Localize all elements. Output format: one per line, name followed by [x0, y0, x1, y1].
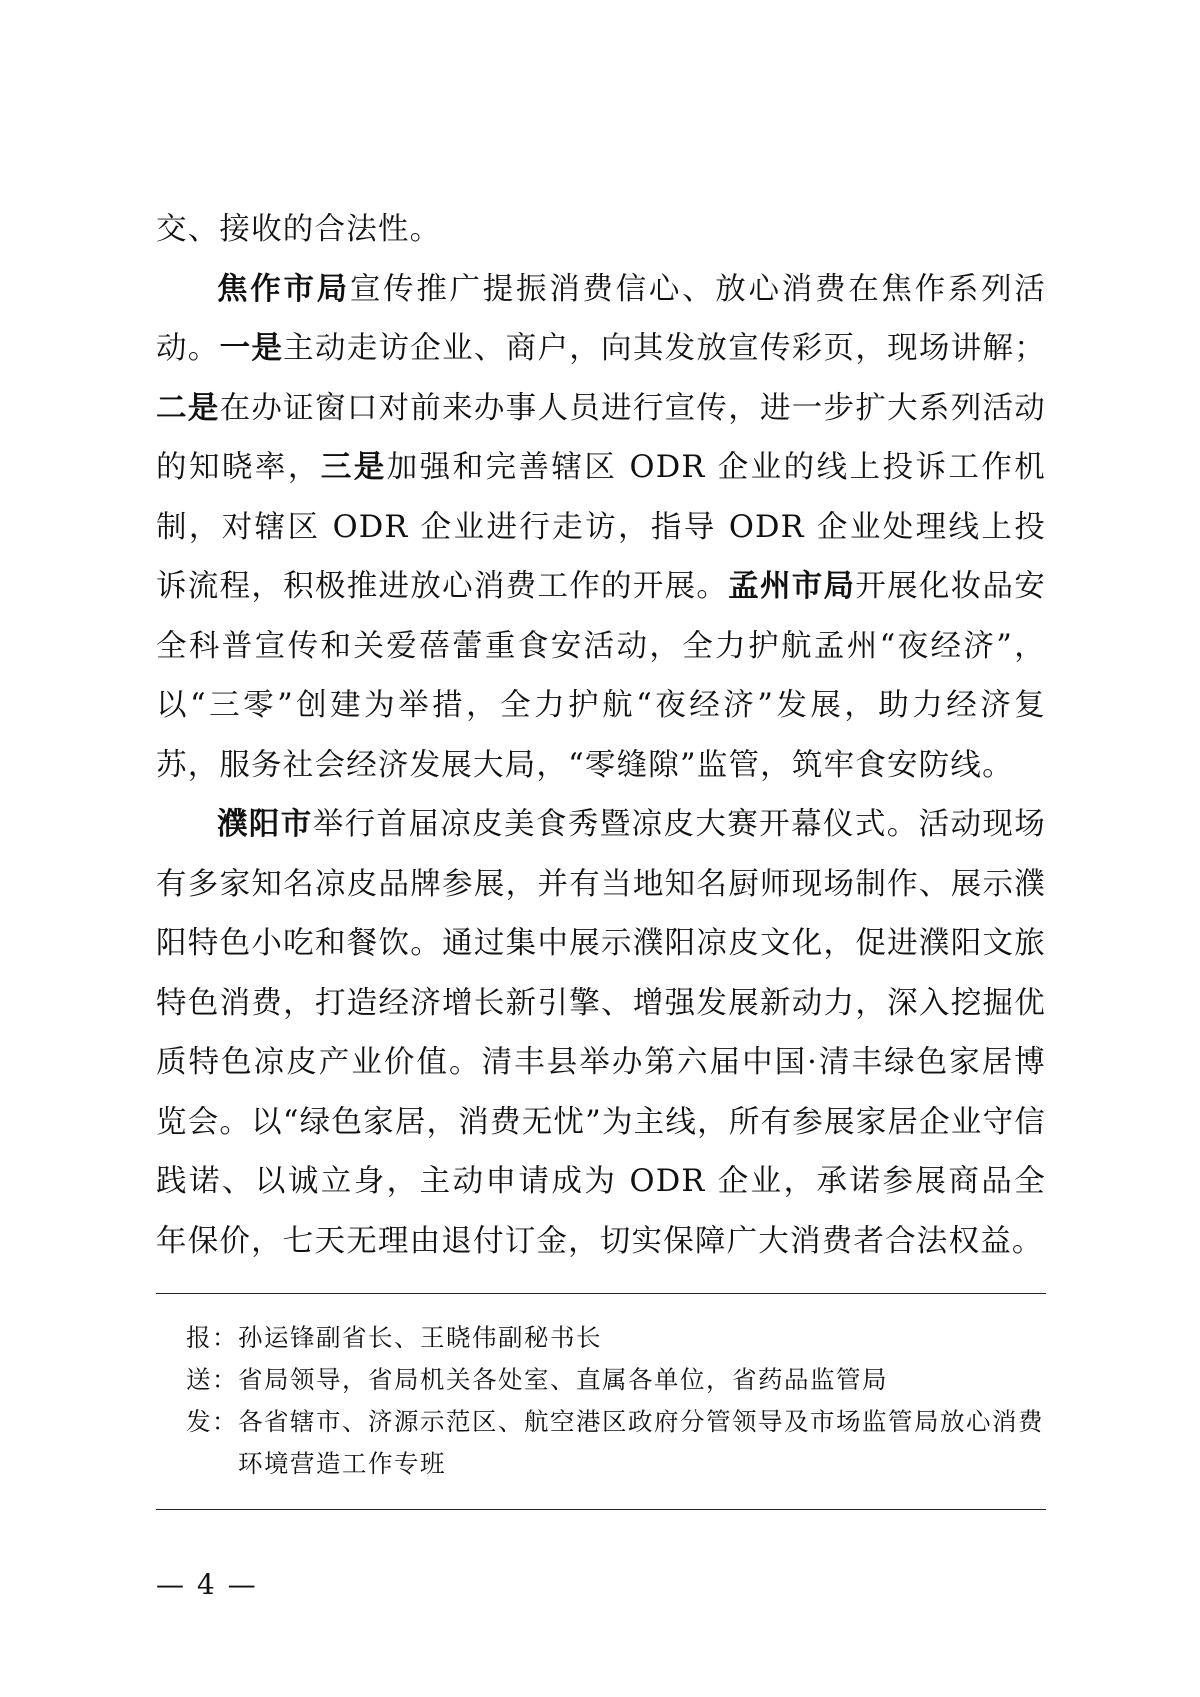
- bold-heading-run: 焦作市局: [217, 271, 350, 307]
- send-to-value: 省局领导，省局机关各处室、直属各单位，省药品监管局: [238, 1365, 888, 1394]
- report-to-label: 报：: [186, 1323, 238, 1352]
- body-paragraph: [156, 795, 1046, 1271]
- body-paragraph: [156, 200, 1046, 260]
- report-to-value: 孙运锋副省长、王晓伟副秘书长: [238, 1323, 602, 1352]
- distribution-list: [156, 1317, 1046, 1485]
- bold-heading-run: 濮阳市: [217, 807, 313, 842]
- page-number: — 4 —: [156, 1568, 258, 1601]
- divider-top: [156, 1293, 1046, 1294]
- bold-heading-run: 孟州市局: [728, 569, 856, 604]
- send-to-label: 送：: [186, 1365, 238, 1394]
- text-run: 开展化妆品安全科普宣传和关爱蓓蕾重食安活动，全力护航孟州“夜经济”，以“三零”创建为举措，全力护航“夜经济”发展，助力经济复苏，服务社会经济发展大局，“零缝隙”监管，筑牢食安防线。: [156, 569, 1046, 783]
- text-run: 举行首届凉皮美食秀暨凉皮大赛开幕仪式。活动现场有多家知名凉皮品牌参展，并有当地知名厨师现场制作、展示濮阳特色小吃和餐饮。通过集中展示濮阳凉皮文化，促进濮阳文旅特色消费，打造经济增长新引擎、增强发展新动力，深入挖掘优质特色凉皮产业价值。清丰县举办第六届中国·清丰绿色家居博览会。以“绿色家居，消费无忧”为主线，所有参展家居企业守信践诺、以诚立身，主动申请成为 ODR 企业，承诺参展商品全年保价，七天无理由退付订金，切实保障广大消费者合法权益。: [156, 807, 1046, 1259]
- text-run: 在办证窗口对前来办事人员进行宣传，进一步扩大系列活动的知晓率，: [156, 390, 1046, 485]
- text-run: 主动走访企业、商户，向其发放宣传彩页，现场讲解；: [283, 331, 1046, 366]
- text-run: 交、接收的合法性。: [156, 212, 442, 247]
- divider-bottom: [156, 1509, 1046, 1510]
- bold-heading-run: 三是: [320, 450, 387, 485]
- text-run: 宣传推广提振消费信心、放心消费在焦作系列活动。: [156, 271, 1046, 366]
- bold-heading-run: 二是: [156, 390, 220, 426]
- send-to-row: [156, 1359, 1046, 1401]
- issue-to-value: 各省辖市、济源示范区、航空港区政府分管领导及市场监管局放心消费环境营造工作专班: [238, 1407, 1044, 1478]
- issue-to-row: [156, 1401, 1046, 1485]
- body-paragraph: [156, 260, 1046, 796]
- text-run: 加强和完善辖区 ODR 企业的线上投诉工作机制，对辖区 ODR 企业进行走访，指导 ODR 企业处理线上投诉流程，积极推进放心消费工作的开展。: [156, 450, 1047, 604]
- document-body: [156, 200, 1046, 1271]
- report-to-row: [156, 1317, 1046, 1359]
- bold-heading-run: 一是: [219, 331, 284, 366]
- issue-to-label: 发：: [186, 1407, 238, 1436]
